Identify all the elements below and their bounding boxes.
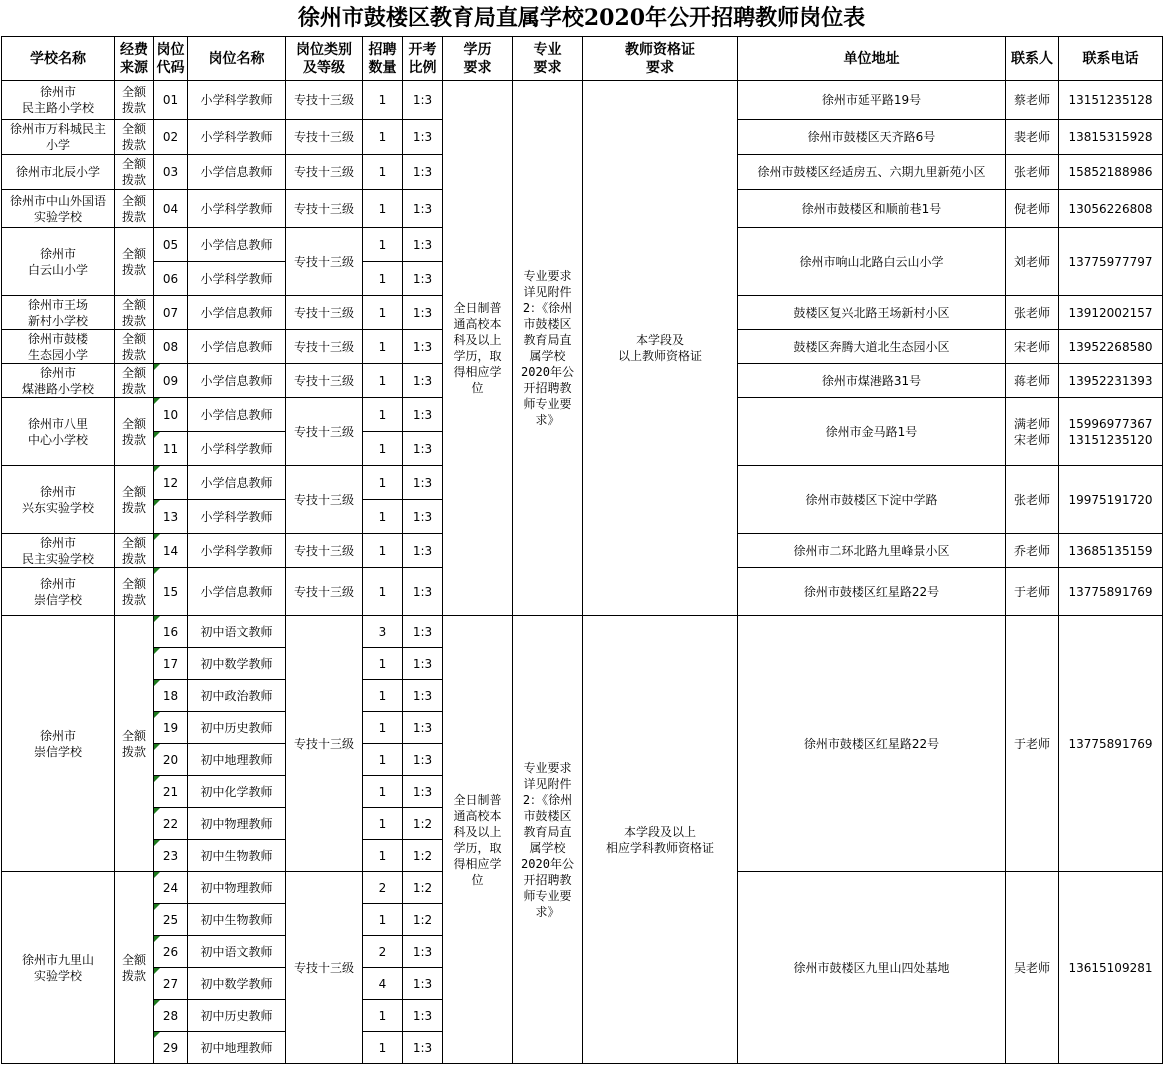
- post-name-cell: 小学科学教师: [188, 81, 286, 120]
- address-cell: 徐州市鼓楼区红星路22号: [738, 616, 1006, 872]
- post-name-cell: 小学信息教师: [188, 364, 286, 398]
- header-edu: 学历 要求: [443, 37, 513, 81]
- post-code-cell: 27: [154, 968, 188, 1000]
- major-requirement-cell: 专业要求 详见附件 2：《徐州 市鼓楼区 教育局直 属学校 2020年公 开招聘教 师专业要 求》: [513, 81, 583, 616]
- post-grade-cell: 专技十三级: [286, 155, 363, 190]
- school-name-cell: 徐州市 兴东实验学校: [2, 466, 115, 534]
- address-cell: 徐州市鼓楼区下淀中学路: [738, 466, 1006, 534]
- post-code-cell: 14: [154, 534, 188, 568]
- header-post: 岗位名称: [188, 37, 286, 81]
- table-row: [2, 81, 1163, 120]
- header-school: 学校名称: [2, 37, 115, 81]
- header-addr: 单位地址: [738, 37, 1006, 81]
- post-code-cell: 25: [154, 904, 188, 936]
- post-code-cell: 11: [154, 432, 188, 466]
- hire-count-cell: 1: [363, 81, 403, 120]
- post-code-cell: 28: [154, 1000, 188, 1032]
- hire-count-cell: 1: [363, 840, 403, 872]
- post-name-cell: 初中地理教师: [188, 1032, 286, 1064]
- post-code-cell: 06: [154, 262, 188, 296]
- exam-ratio-cell: 1:3: [403, 398, 443, 432]
- post-name-cell: 小学信息教师: [188, 466, 286, 500]
- hire-count-cell: 4: [363, 968, 403, 1000]
- hire-count-cell: 1: [363, 648, 403, 680]
- fund-source-cell: 全额 拨款: [115, 296, 154, 330]
- post-name-cell: 初中政治教师: [188, 680, 286, 712]
- exam-ratio-cell: 1:3: [403, 936, 443, 968]
- certificate-requirement-cell: 本学段及 以上教师资格证: [583, 81, 738, 616]
- address-cell: 徐州市鼓楼区九里山四处基地: [738, 872, 1006, 1064]
- post-code-cell: 19: [154, 712, 188, 744]
- fund-source-cell: 全额 拨款: [115, 398, 154, 466]
- exam-ratio-cell: 1:3: [403, 648, 443, 680]
- exam-ratio-cell: 1:3: [403, 680, 443, 712]
- phone-cell: 13952231393: [1059, 364, 1163, 398]
- phone-cell: 13775977797: [1059, 228, 1163, 296]
- post-code-cell: 07: [154, 296, 188, 330]
- post-code-cell: 08: [154, 330, 188, 364]
- hire-count-cell: 1: [363, 534, 403, 568]
- header-row: [2, 37, 1163, 81]
- exam-ratio-cell: 1:3: [403, 228, 443, 262]
- post-name-cell: 初中生物教师: [188, 904, 286, 936]
- hire-count-cell: 1: [363, 680, 403, 712]
- post-code-cell: 10: [154, 398, 188, 432]
- hire-count-cell: 1: [363, 155, 403, 190]
- fund-source-cell: 全额 拨款: [115, 568, 154, 616]
- header-phone: 联系电话: [1059, 37, 1163, 81]
- header-num: 招聘 数量: [363, 37, 403, 81]
- address-cell: 徐州市鼓楼区和顺前巷1号: [738, 190, 1006, 228]
- phone-cell: 13056226808: [1059, 190, 1163, 228]
- hire-count-cell: 1: [363, 808, 403, 840]
- post-grade-cell: 专技十三级: [286, 534, 363, 568]
- address-cell: 徐州市二环北路九里峰景小区: [738, 534, 1006, 568]
- fund-source-cell: 全额 拨款: [115, 155, 154, 190]
- post-grade-cell: 专技十三级: [286, 616, 363, 872]
- post-code-cell: 05: [154, 228, 188, 262]
- post-grade-cell: 专技十三级: [286, 398, 363, 466]
- post-name-cell: 小学科学教师: [188, 534, 286, 568]
- hire-count-cell: 1: [363, 228, 403, 262]
- hire-count-cell: 1: [363, 776, 403, 808]
- school-name-cell: 徐州市王场 新村小学校: [2, 296, 115, 330]
- contact-cell: 吴老师: [1006, 872, 1059, 1064]
- exam-ratio-cell: 1:3: [403, 744, 443, 776]
- header-grade: 岗位类别 及等级: [286, 37, 363, 81]
- post-name-cell: 小学科学教师: [188, 500, 286, 534]
- hire-count-cell: 1: [363, 500, 403, 534]
- phone-cell: 13685135159: [1059, 534, 1163, 568]
- header-ratio: 开考 比例: [403, 37, 443, 81]
- post-name-cell: 小学信息教师: [188, 296, 286, 330]
- post-code-cell: 24: [154, 872, 188, 904]
- post-code-cell: 21: [154, 776, 188, 808]
- post-name-cell: 初中物理教师: [188, 872, 286, 904]
- school-name-cell: 徐州市 民主路小学校: [2, 81, 115, 120]
- table-row: [2, 616, 1163, 648]
- exam-ratio-cell: 1:2: [403, 904, 443, 936]
- hire-count-cell: 1: [363, 1032, 403, 1064]
- phone-cell: 15852188986: [1059, 155, 1163, 190]
- address-cell: 徐州市鼓楼区天齐路6号: [738, 120, 1006, 155]
- hire-count-cell: 1: [363, 1000, 403, 1032]
- school-name-cell: 徐州市 白云山小学: [2, 228, 115, 296]
- hire-count-cell: 2: [363, 872, 403, 904]
- post-name-cell: 初中生物教师: [188, 840, 286, 872]
- post-name-cell: 初中物理教师: [188, 808, 286, 840]
- post-name-cell: 小学信息教师: [188, 330, 286, 364]
- exam-ratio-cell: 1:3: [403, 330, 443, 364]
- exam-ratio-cell: 1:3: [403, 81, 443, 120]
- contact-cell: 蔡老师: [1006, 81, 1059, 120]
- hire-count-cell: 1: [363, 364, 403, 398]
- school-name-cell: 徐州市 崇信学校: [2, 616, 115, 872]
- exam-ratio-cell: 1:3: [403, 262, 443, 296]
- contact-cell: 于老师: [1006, 568, 1059, 616]
- school-name-cell: 徐州市九里山 实验学校: [2, 872, 115, 1064]
- header-contact: 联系人: [1006, 37, 1059, 81]
- school-name-cell: 徐州市万科城民主 小学: [2, 120, 115, 155]
- hire-count-cell: 1: [363, 296, 403, 330]
- post-code-cell: 02: [154, 120, 188, 155]
- contact-cell: 蒋老师: [1006, 364, 1059, 398]
- post-name-cell: 小学科学教师: [188, 262, 286, 296]
- fund-source-cell: 全额 拨款: [115, 466, 154, 534]
- post-code-cell: 01: [154, 81, 188, 120]
- post-name-cell: 初中化学教师: [188, 776, 286, 808]
- post-code-cell: 17: [154, 648, 188, 680]
- school-name-cell: 徐州市 民主实验学校: [2, 534, 115, 568]
- exam-ratio-cell: 1:3: [403, 712, 443, 744]
- address-cell: 徐州市鼓楼区红星路22号: [738, 568, 1006, 616]
- exam-ratio-cell: 1:3: [403, 1032, 443, 1064]
- contact-cell: 张老师: [1006, 296, 1059, 330]
- hire-count-cell: 1: [363, 120, 403, 155]
- post-code-cell: 12: [154, 466, 188, 500]
- phone-cell: 13775891769: [1059, 616, 1163, 872]
- post-grade-cell: 专技十三级: [286, 330, 363, 364]
- school-name-cell: 徐州市北辰小学: [2, 155, 115, 190]
- address-cell: 徐州市响山北路白云山小学: [738, 228, 1006, 296]
- post-name-cell: 小学科学教师: [188, 120, 286, 155]
- post-name-cell: 小学信息教师: [188, 568, 286, 616]
- post-name-cell: 小学科学教师: [188, 190, 286, 228]
- post-name-cell: 初中数学教师: [188, 968, 286, 1000]
- fund-source-cell: 全额 拨款: [115, 364, 154, 398]
- post-code-cell: 15: [154, 568, 188, 616]
- post-code-cell: 22: [154, 808, 188, 840]
- school-name-cell: 徐州市中山外国语 实验学校: [2, 190, 115, 228]
- post-code-cell: 23: [154, 840, 188, 872]
- contact-cell: 满老师 宋老师: [1006, 398, 1059, 466]
- fund-source-cell: 全额 拨款: [115, 872, 154, 1064]
- exam-ratio-cell: 1:3: [403, 616, 443, 648]
- post-name-cell: 初中数学教师: [188, 648, 286, 680]
- school-name-cell: 徐州市 煤港路小学校: [2, 364, 115, 398]
- post-code-cell: 18: [154, 680, 188, 712]
- post-name-cell: 小学信息教师: [188, 155, 286, 190]
- fund-source-cell: 全额 拨款: [115, 81, 154, 120]
- fund-source-cell: 全额 拨款: [115, 228, 154, 296]
- post-grade-cell: 专技十三级: [286, 190, 363, 228]
- exam-ratio-cell: 1:3: [403, 968, 443, 1000]
- post-grade-cell: 专技十三级: [286, 568, 363, 616]
- hire-count-cell: 1: [363, 398, 403, 432]
- exam-ratio-cell: 1:2: [403, 840, 443, 872]
- school-name-cell: 徐州市鼓楼 生态园小学: [2, 330, 115, 364]
- post-code-cell: 03: [154, 155, 188, 190]
- exam-ratio-cell: 1:3: [403, 155, 443, 190]
- exam-ratio-cell: 1:3: [403, 190, 443, 228]
- post-grade-cell: 专技十三级: [286, 872, 363, 1064]
- contact-cell: 倪老师: [1006, 190, 1059, 228]
- phone-cell: 13775891769: [1059, 568, 1163, 616]
- fund-source-cell: 全额 拨款: [115, 190, 154, 228]
- hire-count-cell: 1: [363, 190, 403, 228]
- contact-cell: 刘老师: [1006, 228, 1059, 296]
- exam-ratio-cell: 1:3: [403, 500, 443, 534]
- phone-cell: 13151235128: [1059, 81, 1163, 120]
- phone-cell: 15996977367 13151235120: [1059, 398, 1163, 466]
- exam-ratio-cell: 1:3: [403, 364, 443, 398]
- address-cell: 鼓楼区复兴北路王场新村小区: [738, 296, 1006, 330]
- address-cell: 鼓楼区奔腾大道北生态园小区: [738, 330, 1006, 364]
- fund-source-cell: 全额 拨款: [115, 330, 154, 364]
- hire-count-cell: 1: [363, 262, 403, 296]
- fund-source-cell: 全额 拨款: [115, 534, 154, 568]
- contact-cell: 裴老师: [1006, 120, 1059, 155]
- hire-count-cell: 1: [363, 904, 403, 936]
- post-name-cell: 小学信息教师: [188, 228, 286, 262]
- contact-cell: 乔老师: [1006, 534, 1059, 568]
- address-cell: 徐州市鼓楼区经适房五、六期九里新苑小区: [738, 155, 1006, 190]
- post-name-cell: 初中地理教师: [188, 744, 286, 776]
- post-name-cell: 初中语文教师: [188, 936, 286, 968]
- recruitment-table: [1, 36, 1163, 1064]
- header-cert: 教师资格证 要求: [583, 37, 738, 81]
- post-grade-cell: 专技十三级: [286, 466, 363, 534]
- exam-ratio-cell: 1:3: [403, 776, 443, 808]
- education-requirement-cell: 全日制普 通高校本 科及以上 学历，取 得相应学 位: [443, 81, 513, 616]
- major-requirement-cell: 专业要求 详见附件 2：《徐州 市鼓楼区 教育局直 属学校 2020年公 开招聘教 师专业要 求》: [513, 616, 583, 1064]
- contact-cell: 张老师: [1006, 466, 1059, 534]
- exam-ratio-cell: 1:3: [403, 432, 443, 466]
- phone-cell: 19975191720: [1059, 466, 1163, 534]
- post-code-cell: 04: [154, 190, 188, 228]
- certificate-requirement-cell: 本学段及以上 相应学科教师资格证: [583, 616, 738, 1064]
- phone-cell: 13815315928: [1059, 120, 1163, 155]
- post-code-cell: 13: [154, 500, 188, 534]
- hire-count-cell: 1: [363, 568, 403, 616]
- hire-count-cell: 1: [363, 432, 403, 466]
- exam-ratio-cell: 1:2: [403, 808, 443, 840]
- contact-cell: 于老师: [1006, 616, 1059, 872]
- address-cell: 徐州市煤港路31号: [738, 364, 1006, 398]
- post-grade-cell: 专技十三级: [286, 364, 363, 398]
- post-code-cell: 16: [154, 616, 188, 648]
- post-name-cell: 初中语文教师: [188, 616, 286, 648]
- education-requirement-cell: 全日制普 通高校本 科及以上 学历，取 得相应学 位: [443, 616, 513, 1064]
- post-name-cell: 小学科学教师: [188, 432, 286, 466]
- exam-ratio-cell: 1:3: [403, 534, 443, 568]
- address-cell: 徐州市金马路1号: [738, 398, 1006, 466]
- exam-ratio-cell: 1:3: [403, 568, 443, 616]
- header-major: 专业 要求: [513, 37, 583, 81]
- header-code: 岗位 代码: [154, 37, 188, 81]
- contact-cell: 宋老师: [1006, 330, 1059, 364]
- hire-count-cell: 1: [363, 330, 403, 364]
- address-cell: 徐州市延平路19号: [738, 81, 1006, 120]
- post-grade-cell: 专技十三级: [286, 228, 363, 296]
- phone-cell: 13952268580: [1059, 330, 1163, 364]
- hire-count-cell: 2: [363, 936, 403, 968]
- fund-source-cell: 全额 拨款: [115, 120, 154, 155]
- post-code-cell: 29: [154, 1032, 188, 1064]
- post-code-cell: 20: [154, 744, 188, 776]
- exam-ratio-cell: 1:3: [403, 120, 443, 155]
- post-name-cell: 小学信息教师: [188, 398, 286, 432]
- hire-count-cell: 1: [363, 466, 403, 500]
- post-code-cell: 26: [154, 936, 188, 968]
- post-code-cell: 09: [154, 364, 188, 398]
- hire-count-cell: 1: [363, 712, 403, 744]
- fund-source-cell: 全额 拨款: [115, 616, 154, 872]
- header-fund: 经费 来源: [115, 37, 154, 81]
- post-grade-cell: 专技十三级: [286, 296, 363, 330]
- phone-cell: 13912002157: [1059, 296, 1163, 330]
- post-grade-cell: 专技十三级: [286, 81, 363, 120]
- school-name-cell: 徐州市 崇信学校: [2, 568, 115, 616]
- post-name-cell: 初中历史教师: [188, 1000, 286, 1032]
- school-name-cell: 徐州市八里 中心小学校: [2, 398, 115, 466]
- exam-ratio-cell: 1:3: [403, 296, 443, 330]
- exam-ratio-cell: 1:3: [403, 466, 443, 500]
- post-name-cell: 初中历史教师: [188, 712, 286, 744]
- hire-count-cell: 3: [363, 616, 403, 648]
- contact-cell: 张老师: [1006, 155, 1059, 190]
- hire-count-cell: 1: [363, 744, 403, 776]
- exam-ratio-cell: 1:3: [403, 1000, 443, 1032]
- post-grade-cell: 专技十三级: [286, 120, 363, 155]
- exam-ratio-cell: 1:2: [403, 872, 443, 904]
- page-title: 徐州市鼓楼区教育局直属学校2020年公开招聘教师岗位表: [297, 5, 866, 31]
- phone-cell: 13615109281: [1059, 872, 1163, 1064]
